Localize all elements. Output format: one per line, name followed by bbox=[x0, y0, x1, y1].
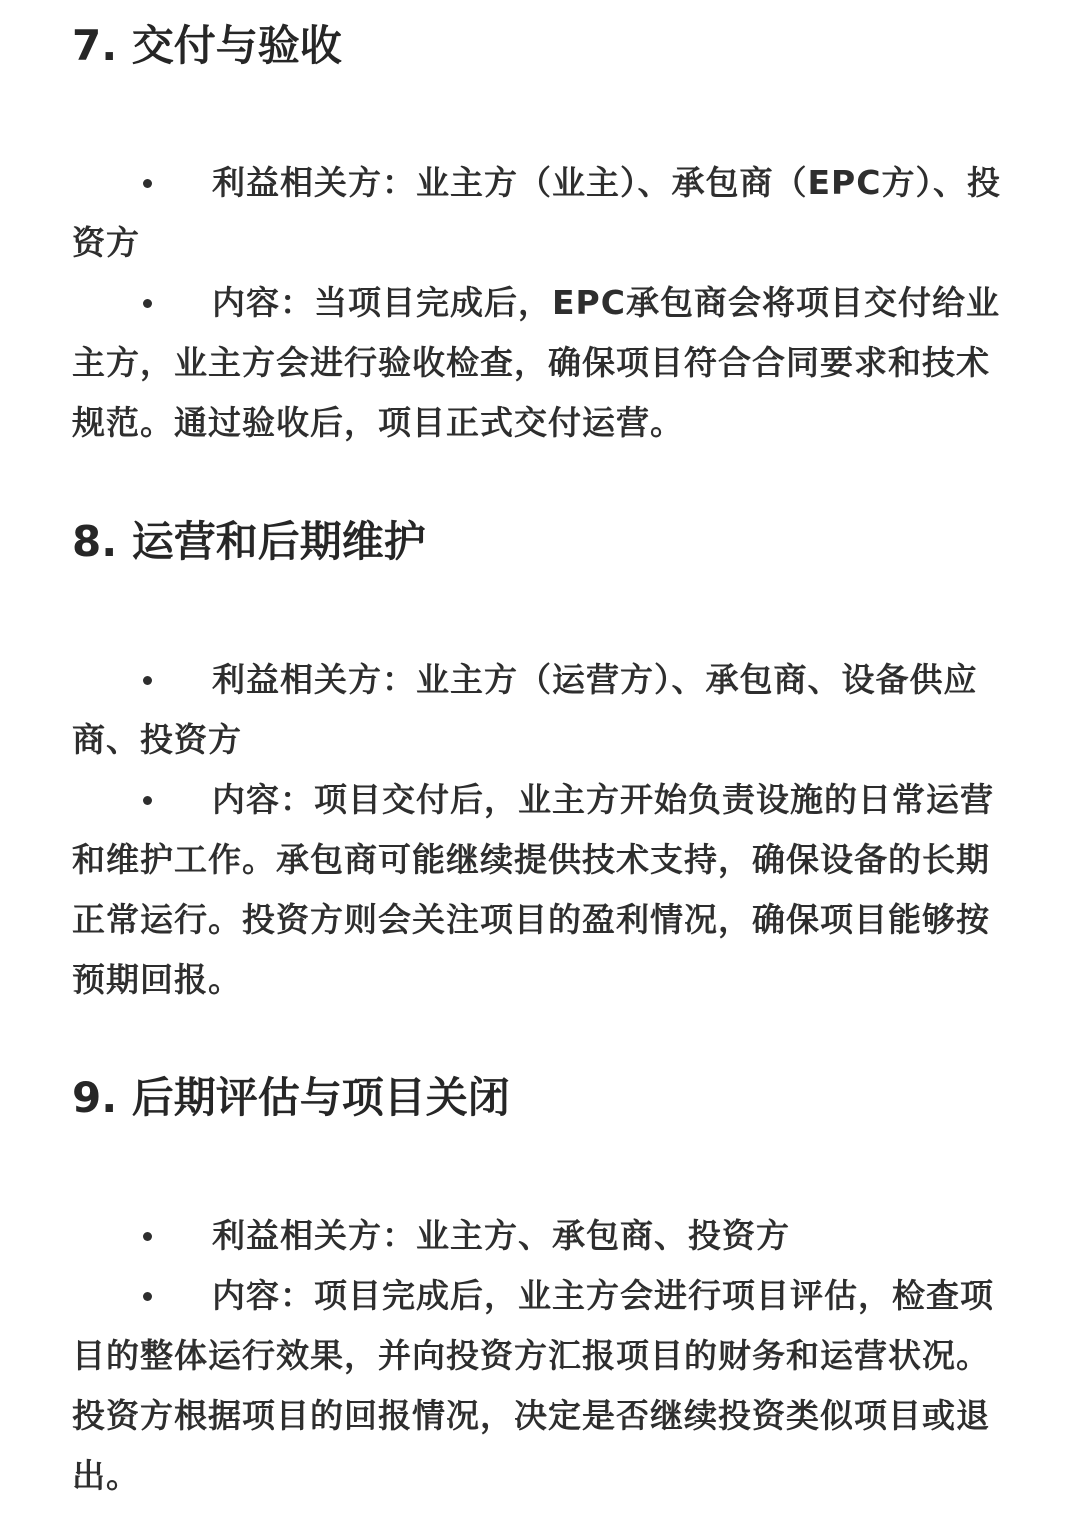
section-9-heading: 9. 后期评估与项目关闭 bbox=[72, 1073, 510, 1122]
section-7-heading: 7. 交付与验收 bbox=[72, 21, 342, 70]
section-9-stakeholders: 利益相关方：业主方、承包商、投资方 bbox=[212, 1216, 790, 1255]
section-8-content: 内容：项目交付后，业主方开始负责设施的日常运营和维护工作。承包商可能继续提供技术支持，确保设备的长期正常运行。投资方则会关注项目的盈利情况，确保项目能够按预期回报。 bbox=[72, 780, 994, 999]
section-7-stakeholders: 利益相关方：业主方（业主）、承包商（EPC方）、投资方 bbox=[72, 163, 1001, 262]
section-8-stakeholders: 利益相关方：业主方（运营方）、承包商、设备供应商、投资方 bbox=[72, 660, 978, 759]
section-9-content: 内容：项目完成后，业主方会进行项目评估，检查项目的整体运行效果，并向投资方汇报项目的财务和运营状况。投资方根据项目的回报情况，决定是否继续投资类似项目或退出。 bbox=[72, 1276, 994, 1495]
section-8-heading: 8. 运营和后期维护 bbox=[72, 517, 426, 566]
section-7-content: 内容：当项目完成后，EPC承包商会将项目交付给业主方，业主方会进行验收检查，确保项目符合合同要求和技术规范。通过验收后，项目正式交付运营。 bbox=[72, 283, 1000, 442]
